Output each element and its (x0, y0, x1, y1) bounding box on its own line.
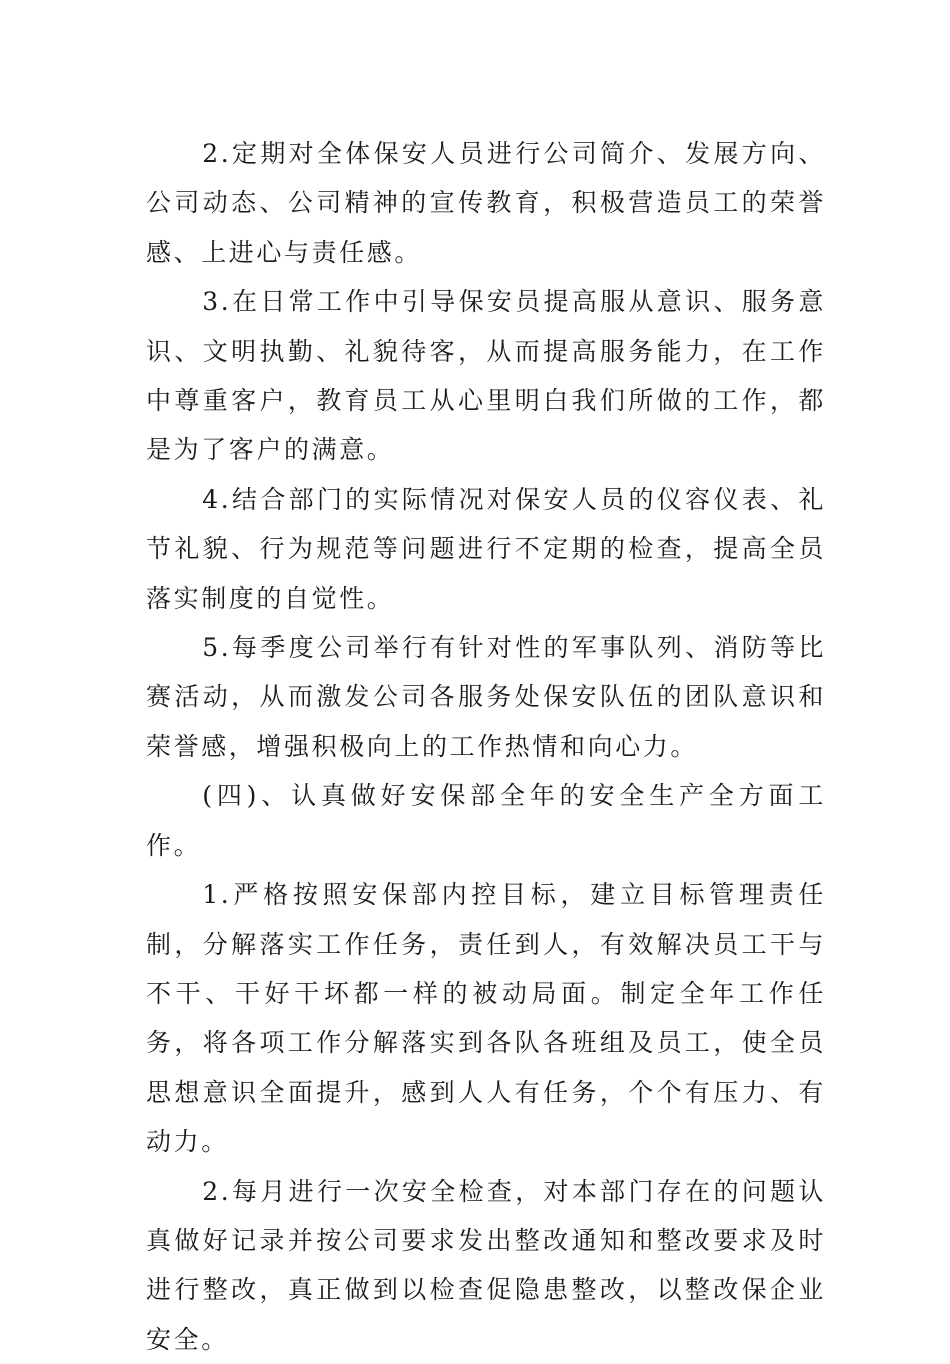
paragraph-subitem-2: 2.每月进行一次安全检查，对本部门存在的问题认真做好记录并按公司要求发出整改通知和整改要求及时进行整改，真正做到以检查促隐患整改，以整改保企业安全。 (146, 1176, 826, 1354)
paragraph-item-3: 3.在日常工作中引导保安员提高服从意识、服务意识、文明执勤、礼貌待客，从而提高服务能力，在工作中尊重客户，教育员工从心里明白我们所做的工作，都是为了客户的满意。 (146, 287, 826, 465)
section-heading-4: (四)、认真做好安保部全年的安全生产全方面工作。 (146, 781, 826, 860)
document-body (146, 129, 826, 1364)
paragraph-item-4: 4.结合部门的实际情况对保安人员的仪容仪表、礼节礼貌、行为规范等问题进行不定期的检查，提高全员落实制度的自觉性。 (146, 484, 826, 613)
paragraph-item-2: 2.定期对全体保安人员进行公司简介、发展方向、公司动态、公司精神的宣传教育，积极营造员工的荣誉感、上进心与责任感。 (146, 139, 826, 267)
paragraph-item-5: 5.每季度公司举行有针对性的军事队列、消防等比赛活动，从而激发公司各服务处保安队伍的团队意识和荣誉感，增强积极向上的工作热情和向心力。 (146, 633, 826, 761)
paragraph-subitem-1: 1.严格按照安保部内控目标，建立目标管理责任制，分解落实工作任务，责任到人，有效解决员工干与不干、干好干坏都一样的被动局面。制定全年工作任务，将各项工作分解落实到各队各班组及员工，使全员思想意识全面提升，感到人人有任务，个个有压力、有动力。 (146, 880, 826, 1157)
